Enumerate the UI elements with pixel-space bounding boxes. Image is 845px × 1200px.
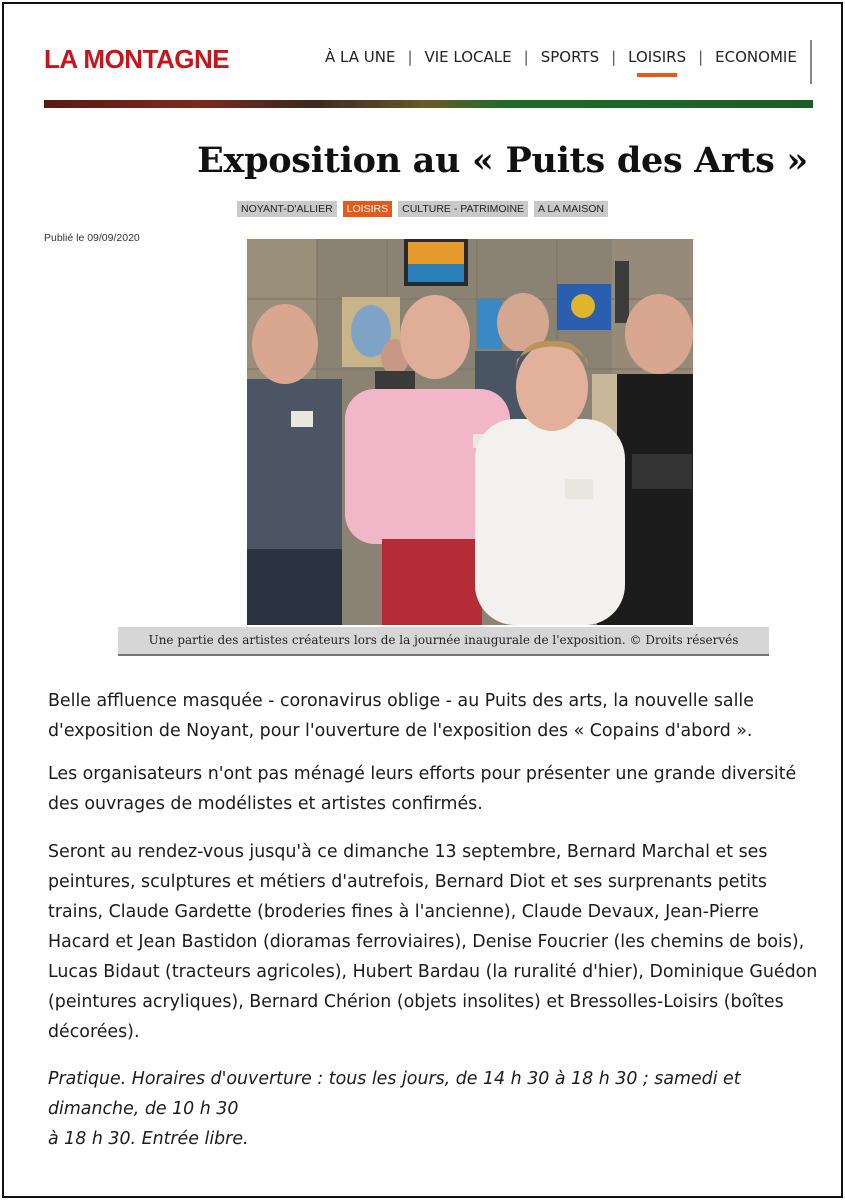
article-tags xyxy=(0,201,845,217)
nav-separator: | xyxy=(611,48,617,66)
main-nav xyxy=(322,48,800,66)
nav-economie[interactable]: ECONOMIE xyxy=(715,48,797,66)
nav-loisirs[interactable]: LOISIRS xyxy=(625,48,689,66)
article-photo xyxy=(247,239,693,625)
tag-noyant-dallier[interactable]: NOYANT-D'ALLIER xyxy=(237,201,337,217)
nav-separator: | xyxy=(698,48,704,66)
nav-a-la-une[interactable]: À LA UNE xyxy=(325,48,396,66)
tag-a-la-maison[interactable]: A LA MAISON xyxy=(534,201,608,217)
nav-separator: | xyxy=(523,48,529,66)
article-paragraph: Seront au rendez-vous jusqu'à ce dimanche 13 septembre, Bernard Marchal et ses peintures, sculptures et métiers d'autrefois, Bernard Diot et ses surprenants petits trains, Claude Gardette (broderies fines à l'ancienne), Claude Devaux, Jean-Pierre Hacard et Jean Bastidon (dioramas ferroviaires), Denise Foucrier (les chemins de bois), Lucas Bidaut (tracteurs agricoles), Hubert Bardau (la ruralité d'hier), Dominique Guédon (peintures acryliques), Bernard Chérion (objets insolites) et Bressolles-Loisirs (boîtes décorées). xyxy=(48,842,818,1042)
header-banner-strip xyxy=(44,100,813,108)
nav-vie-locale[interactable]: VIE LOCALE xyxy=(424,48,512,66)
photo-caption: Une partie des artistes créateurs lors de la journée inaugurale de l'exposition. © Droits réservés xyxy=(118,627,769,656)
tag-culture-patrimoine[interactable]: CULTURE - PATRIMOINE xyxy=(398,201,528,217)
group-photo-illustration xyxy=(247,239,693,625)
nav-end-divider xyxy=(810,40,812,84)
practical-line-1: Pratique. Horaires d'ouverture : tous les jours, de 14 h 30 à 18 h 30 ; samedi et dimanche, de 10 h 30 xyxy=(48,1069,741,1119)
article-title: Exposition au « Puits des Arts » xyxy=(197,140,808,181)
nav-separator: | xyxy=(407,48,413,66)
article-paragraph: Belle affluence masquée - coronavirus oblige - au Puits des arts, la nouvelle salle d'exposition de Noyant, pour l'ouverture de l'exposition des « Copains d'abord ». xyxy=(48,691,754,741)
nav-sports[interactable]: SPORTS xyxy=(540,48,600,66)
publication-date: Publié le 09/09/2020 xyxy=(44,232,140,244)
brand-logo[interactable]: LA MONTAGNE xyxy=(44,44,230,74)
article-paragraph: Les organisateurs n'ont pas ménagé leurs efforts pour présenter une grande diversité des ouvrages de modélistes et artistes confirmés. xyxy=(48,764,797,814)
tag-loisirs[interactable]: LOISIRS xyxy=(343,201,392,217)
practical-line-2: à 18 h 30. Entrée libre. xyxy=(48,1129,249,1149)
article-practical-info xyxy=(48,1064,818,1154)
